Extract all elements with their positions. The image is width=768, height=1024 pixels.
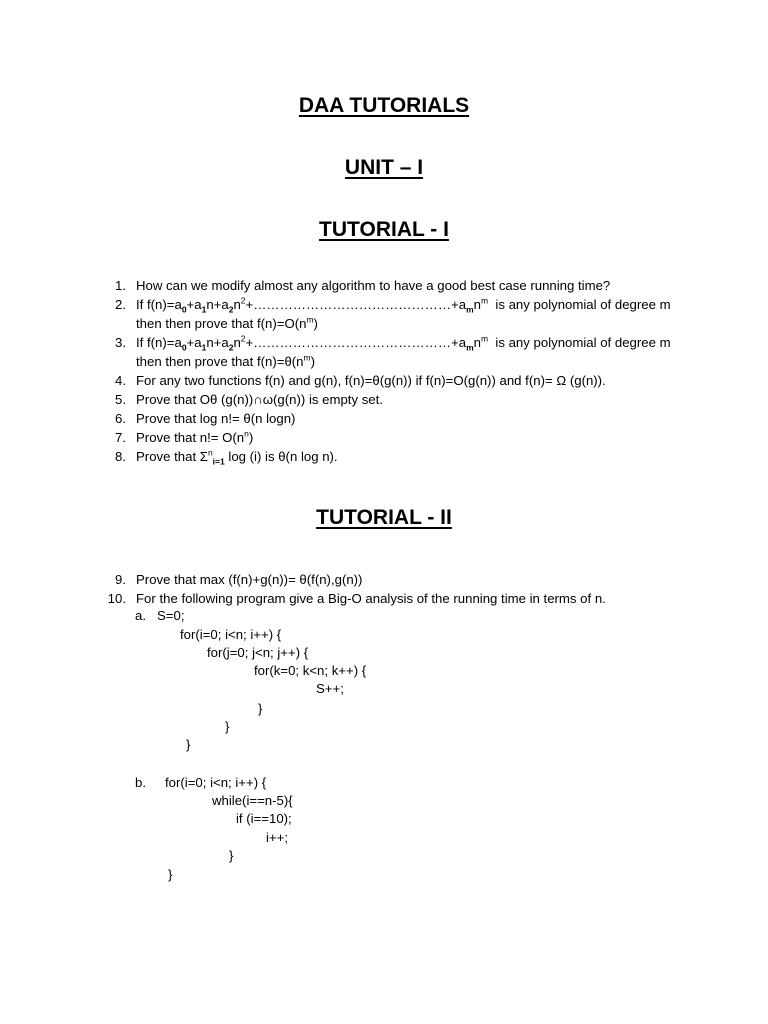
question-text: Prove that $\Sigma^n_{i=1}$ log (i) is θ(n log n). [136, 447, 338, 467]
question-text: Prove that max (f(n)+g(n))= θ(f(n),g(n)) [136, 572, 363, 587]
code-line: while(i==n-5){ [212, 793, 293, 808]
unit-heading: UNIT – I [344, 156, 424, 179]
question-text: Prove that Oθ (g(n))∩ω(g(n)) is empty set. [136, 392, 383, 407]
question-text: How can we modify almost any algorithm to have a good best case running time? [136, 278, 611, 293]
question-number: 4. [115, 373, 126, 388]
code-line: for(k=0; k<n; k++) { [254, 663, 367, 678]
question-number: 10. [107, 591, 126, 606]
code-line: if (i==10); [236, 811, 292, 826]
code-line: } [229, 848, 234, 863]
question-number: 1. [115, 278, 126, 293]
question-number: 6. [115, 411, 126, 426]
code-line: } [168, 867, 173, 882]
question-number: 7. [115, 430, 126, 445]
question-item [0, 295, 696, 333]
question-text: If $f(n)=a_0+a_1n+a_2n^2+\dots\dots\dots\dots\dots\dots\dots\dots\dots\dots\dots\dots\dots\dots\dots+a_mn^m$ is any polynomial of degree m then then prove that $f(n)=\theta(n^m)$ [136, 333, 671, 369]
code-line: for(j=0; j<n; j++) { [207, 645, 309, 660]
question-item [0, 390, 696, 409]
tutorial-1-heading: TUTORIAL - I [319, 218, 449, 241]
question-number: 3. [115, 335, 126, 350]
question-item [0, 333, 696, 371]
question-number: 2. [115, 297, 126, 312]
tutorial-2-heading: TUTORIAL - II [316, 506, 452, 529]
document-title: DAA TUTORIALS [298, 94, 470, 117]
question-item [0, 570, 696, 589]
question-text: Prove that $n!= O(n^n)$ [136, 428, 254, 445]
code-line: S++; [316, 681, 344, 696]
code-line: for(i=0; i<n; i++) { [180, 627, 282, 642]
code-line: } [258, 701, 263, 716]
code-label-a: a. [135, 608, 146, 623]
code-line: for(i=0; i<n; i++) { [165, 775, 267, 790]
question-number: 9. [115, 572, 126, 587]
question-text: Prove that log n!= θ(n logn) [136, 411, 296, 426]
code-line: S=0; [157, 608, 185, 623]
tutorial-2-question-list [0, 570, 696, 608]
code-line: } [225, 719, 230, 734]
question-item [0, 409, 696, 428]
question-item [0, 589, 696, 608]
question-item [0, 276, 696, 295]
question-text: If $f(n)=a_0+a_1n+a_2n^2+\dots\dots\dots\dots\dots\dots\dots\dots\dots\dots\dots\dots\dots\dots\dots+a_mn^m$ is any polynomial of degree m then then prove that $f(n)=O(n^m)$ [136, 295, 671, 331]
code-line: i++; [266, 830, 288, 845]
question-item [0, 428, 696, 447]
question-item [0, 371, 696, 390]
question-text: For any two functions f(n) and g(n), f(n)=θ(g(n)) if f(n)=O(g(n)) and f(n)= Ω (g(n)). [136, 373, 606, 388]
tutorial-1-question-list [0, 276, 696, 466]
question-number: 5. [115, 392, 126, 407]
question-item [0, 447, 696, 466]
code-line: } [186, 737, 191, 752]
code-label-b: b. [135, 775, 146, 790]
question-text: For the following program give a Big-O analysis of the running time in terms of n. [136, 591, 606, 606]
question-number: 8. [115, 449, 126, 464]
